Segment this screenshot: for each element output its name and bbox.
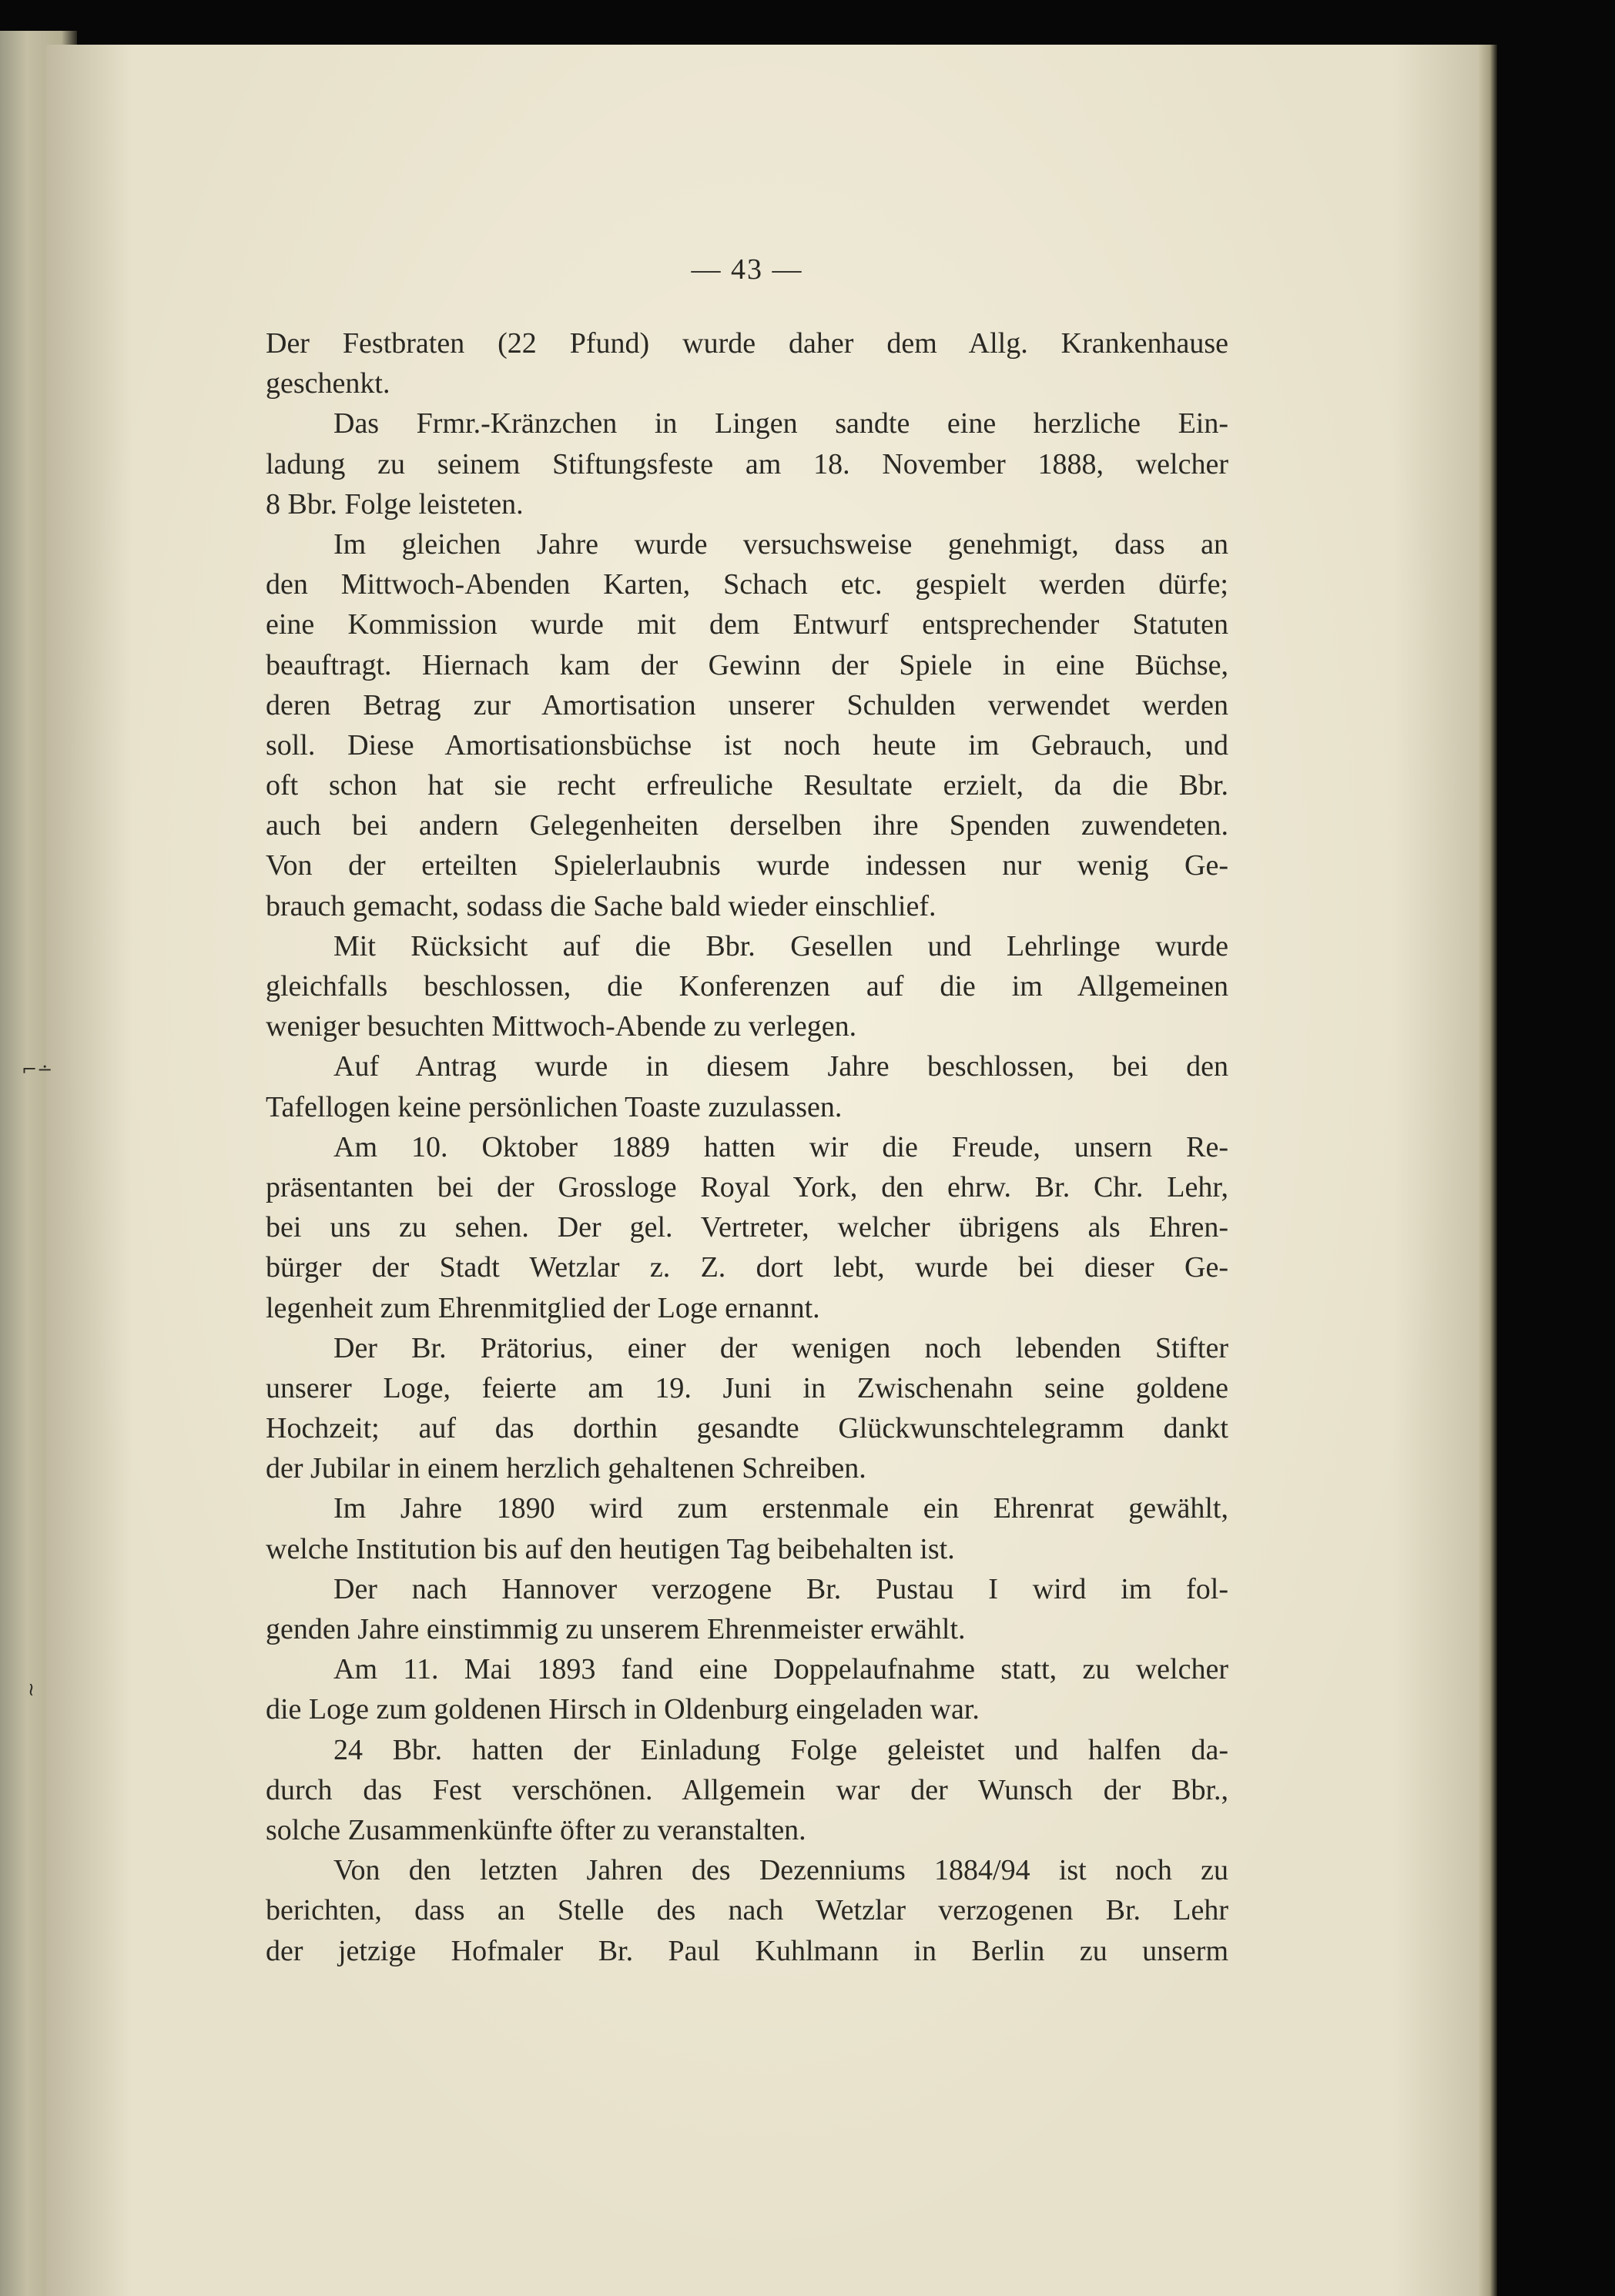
text-line: Am 10. Oktober 1889 hatten wir die Freude, unsern Re- xyxy=(333,1130,1228,1163)
text-line: Hochzeit; auf das dorthin gesandte Glückwunschtelegramm dankt xyxy=(266,1412,1228,1445)
text-line: eine Kommission wurde mit dem Entwurf entsprechender Statuten xyxy=(266,608,1228,641)
text-line: durch das Fest verschönen. Allgemein war der Wunsch der Bbr., xyxy=(266,1773,1228,1806)
text-line: gleichfalls beschlossen, die Konferenzen auf die im Allgemeinen xyxy=(266,970,1228,1002)
text-line: Der Br. Prätorius, einer der wenigen noch lebenden Stifter xyxy=(333,1331,1228,1364)
text-line: der jetzige Hofmaler Br. Paul Kuhlmann in Berlin zu unserm xyxy=(266,1934,1228,1967)
text-line: Mit Rücksicht auf die Bbr. Gesellen und Lehrlinge wurde xyxy=(333,929,1228,962)
text-line: Der Festbraten (22 Pfund) wurde daher dem Allg. Krankenhause xyxy=(266,327,1228,360)
text-line: brauch gemacht, sodass die Sache bald wieder einschlief. xyxy=(266,889,936,922)
text-line: auch bei andern Gelegenheiten derselben ihre Spenden zuwendeten. xyxy=(266,809,1228,842)
text-line: 8 Bbr. Folge leisteten. xyxy=(266,487,524,520)
text-line: deren Betrag zur Amortisation unserer Schulden verwendet werden xyxy=(266,688,1228,721)
text-line: Am 11. Mai 1893 fand eine Doppelaufnahme statt, zu welcher xyxy=(333,1653,1228,1686)
text-line: beauftragt. Hiernach kam der Gewinn der Spiele in eine Büchse, xyxy=(266,648,1228,681)
text-line: oft schon hat sie recht erfreuliche Resultate erzielt, da die Bbr. xyxy=(266,769,1228,802)
body-text xyxy=(266,323,1228,1971)
text-line: Im gleichen Jahre wurde versuchsweise genehmigt, dass an xyxy=(333,527,1228,561)
text-line: soll. Diese Amortisationsbüchse ist noch heute im Gebrauch, und xyxy=(266,728,1228,761)
text-line: der Jubilar in einem herzlich gehaltenen Schreiben. xyxy=(266,1452,866,1485)
text-line: bürger der Stadt Wetzlar z. Z. dort lebt, wurde bei dieser Ge- xyxy=(266,1251,1228,1284)
text-line: welche Institution bis auf den heutigen Tag beibehalten ist. xyxy=(266,1532,955,1565)
text-line: 24 Bbr. hatten der Einladung Folge geleistet und halfen da- xyxy=(333,1733,1228,1766)
text-line: ladung zu seinem Stiftungsfeste am 18. November 1888, welcher xyxy=(266,447,1228,480)
text-line: Der nach Hannover verzogene Br. Pustau I wird im fol- xyxy=(333,1572,1228,1605)
text-line: Das Frmr.-Kränzchen in Lingen sandte eine herzliche Ein- xyxy=(333,407,1228,440)
text-line: Im Jahre 1890 wird zum erstenmale ein Ehrenrat gewählt, xyxy=(333,1492,1228,1525)
text-line: legenheit zum Ehrenmitglied der Loge ernannt. xyxy=(266,1291,820,1324)
margin-marks xyxy=(22,0,60,2296)
text-line: Von den letzten Jahren des Dezenniums 1884/94 ist noch zu xyxy=(333,1854,1228,1887)
text-line: weniger besuchten Mittwoch-Abende zu verlegen. xyxy=(266,1010,857,1043)
text-line: Tafellogen keine persönlichen Toaste zuzulassen. xyxy=(266,1090,843,1123)
text-line: Auf Antrag wurde in diesem Jahre beschlossen, bei den xyxy=(333,1050,1228,1083)
text-line: die Loge zum goldenen Hirsch in Oldenburg eingeladen war. xyxy=(266,1693,980,1726)
text-line: geschenkt. xyxy=(266,367,390,400)
text-line: berichten, dass an Stelle des nach Wetzlar verzogenen Br. Lehr xyxy=(266,1894,1228,1927)
margin-mark: ≀ xyxy=(28,1678,35,1700)
page-fore-edge xyxy=(1479,45,1497,2296)
margin-mark: ⌐∸ xyxy=(22,1059,53,1080)
text-line: den Mittwoch-Abenden Karten, Schach etc. gespielt werden dürfe; xyxy=(266,568,1228,601)
text-block xyxy=(266,246,1228,1971)
page-number: — 43 — xyxy=(691,253,803,286)
text-line: solche Zusammenkünfte öfter zu veranstalten. xyxy=(266,1813,806,1846)
text-line: bei uns zu sehen. Der gel. Vertreter, welcher übrigens als Ehren- xyxy=(266,1211,1228,1244)
text-line: Von der erteilten Spielerlaubnis wurde indessen nur wenig Ge- xyxy=(266,849,1228,882)
text-line: genden Jahre einstimmig zu unserem Ehrenmeister erwählt. xyxy=(266,1613,966,1645)
text-line: unserer Loge, feierte am 19. Juni in Zwischenahn seine goldene xyxy=(266,1371,1228,1404)
text-line: präsentanten bei der Grossloge Royal York, den ehrw. Br. Chr. Lehr, xyxy=(266,1170,1228,1203)
